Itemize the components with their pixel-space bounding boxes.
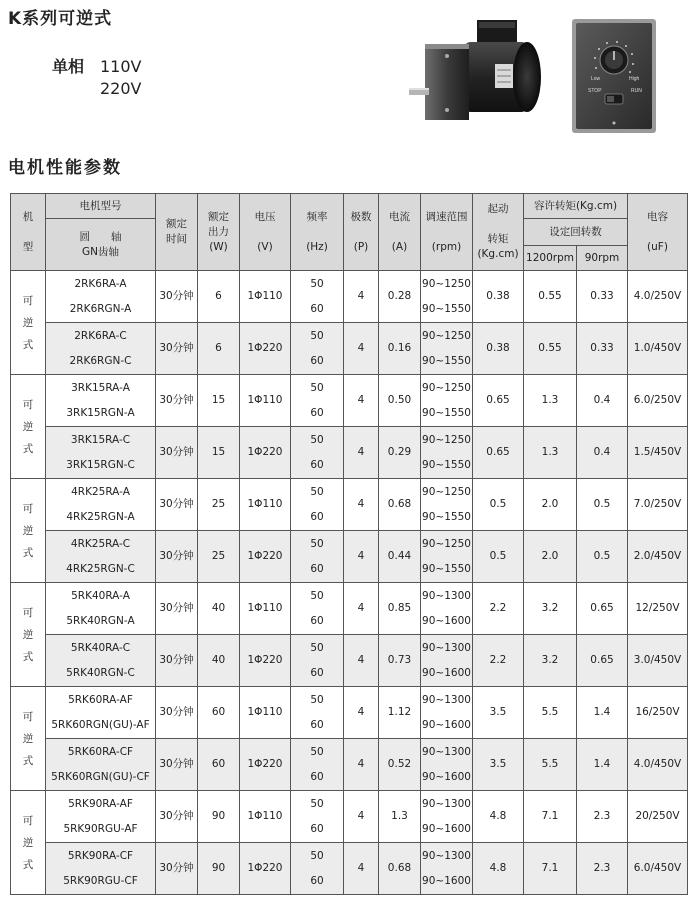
speed-range-cell: 90~1250 90~1550: [421, 271, 473, 323]
torque-90rpm-cell: 0.33: [577, 323, 628, 375]
current-cell: 0.44: [379, 531, 421, 583]
phase-label: 单相: [52, 57, 85, 76]
model-cell: 5RK90RA-CF 5RK90RGU-CF: [46, 843, 156, 895]
model-cell: 3RK15RA-C 3RK15RGN-C: [46, 427, 156, 479]
motor-image: [407, 16, 543, 134]
speed-range-cell: 90~1250 90~1550: [421, 531, 473, 583]
torque-90rpm-cell: 0.65: [577, 635, 628, 687]
type-cell: 可 逆 式: [11, 271, 46, 375]
voltage-cell: 1Φ220: [240, 323, 291, 375]
starting-torque-cell: 2.2: [473, 583, 524, 635]
ctrl-low-label: Low: [591, 76, 601, 82]
ctrl-stop-label: STOP: [588, 88, 602, 94]
rated-time-cell: 30分钟: [156, 739, 198, 791]
header-speed-range: 调速范围 (rpm): [421, 194, 473, 271]
header-90rpm: 90rpm: [577, 246, 628, 271]
voltage-cell: 1Φ110: [240, 479, 291, 531]
header-capacitor: 电容 (uF): [628, 194, 688, 271]
starting-torque-cell: 0.38: [473, 323, 524, 375]
rated-time-cell: 30分钟: [156, 635, 198, 687]
header-rated-time: 额定 时间: [156, 194, 198, 271]
header-poles: 极数 (P): [344, 194, 379, 271]
current-cell: 1.3: [379, 791, 421, 843]
torque-1200rpm-cell: 0.55: [524, 323, 577, 375]
current-cell: 0.16: [379, 323, 421, 375]
rated-time-cell: 30分钟: [156, 791, 198, 843]
speed-controller-image: [571, 18, 657, 134]
page-title: K系列可逆式: [8, 9, 113, 29]
torque-1200rpm-cell: 7.1: [524, 791, 577, 843]
starting-torque-cell: 2.2: [473, 635, 524, 687]
torque-1200rpm-cell: 1.3: [524, 427, 577, 479]
starting-torque-cell: 0.65: [473, 375, 524, 427]
model-cell: 2RK6RA-A 2RK6RGN-A: [46, 271, 156, 323]
rated-output-cell: 90: [198, 843, 240, 895]
frequency-cell: 50 60: [291, 375, 344, 427]
frequency-cell: 50 60: [291, 271, 344, 323]
torque-1200rpm-cell: 2.0: [524, 479, 577, 531]
model-cell: 5RK60RA-CF 5RK60RGN(GU)-CF: [46, 739, 156, 791]
poles-cell: 4: [344, 531, 379, 583]
rated-output-cell: 40: [198, 583, 240, 635]
frequency-cell: 50 60: [291, 635, 344, 687]
capacitor-cell: 2.0/450V: [628, 531, 688, 583]
voltage-cell: 1Φ110: [240, 791, 291, 843]
torque-90rpm-cell: 2.3: [577, 843, 628, 895]
ctrl-run-label: RUN: [631, 88, 642, 94]
phase-voltage-block: [52, 56, 141, 100]
poles-cell: 4: [344, 687, 379, 739]
ctrl-high-label: High: [629, 76, 640, 82]
current-cell: 0.68: [379, 843, 421, 895]
starting-torque-cell: 3.5: [473, 739, 524, 791]
model-cell: 5RK90RA-AF 5RK90RGU-AF: [46, 791, 156, 843]
rated-time-cell: 30分钟: [156, 843, 198, 895]
rated-output-cell: 6: [198, 323, 240, 375]
rated-output-cell: 15: [198, 427, 240, 479]
voltage-cell: 1Φ220: [240, 427, 291, 479]
type-cell: 可 逆 式: [11, 583, 46, 687]
type-cell: 可 逆 式: [11, 479, 46, 583]
rated-time-cell: 30分钟: [156, 531, 198, 583]
capacitor-cell: 4.0/250V: [628, 271, 688, 323]
header-type: 机 型: [11, 194, 46, 271]
starting-torque-cell: 0.5: [473, 479, 524, 531]
speed-range-cell: 90~1300 90~1600: [421, 583, 473, 635]
poles-cell: 4: [344, 375, 379, 427]
table-row: [11, 791, 688, 843]
header-set-speed: 设定回转数: [524, 219, 628, 246]
table-row: [11, 375, 688, 427]
frequency-cell: 50 60: [291, 739, 344, 791]
torque-90rpm-cell: 0.4: [577, 427, 628, 479]
torque-1200rpm-cell: 3.2: [524, 583, 577, 635]
table-row: [11, 479, 688, 531]
header-allowable-torque: 容许转矩(Kg.cm): [524, 194, 628, 219]
capacitor-cell: 20/250V: [628, 791, 688, 843]
current-cell: 0.68: [379, 479, 421, 531]
rated-time-cell: 30分钟: [156, 271, 198, 323]
voltage-cell: 1Φ110: [240, 271, 291, 323]
voltage-cell: 1Φ220: [240, 635, 291, 687]
torque-1200rpm-cell: 5.5: [524, 739, 577, 791]
table-row: [11, 583, 688, 635]
frequency-cell: 50 60: [291, 427, 344, 479]
torque-1200rpm-cell: 7.1: [524, 843, 577, 895]
model-cell: 2RK6RA-C 2RK6RGN-C: [46, 323, 156, 375]
frequency-cell: 50 60: [291, 323, 344, 375]
model-cell: 4RK25RA-A 4RK25RGN-A: [46, 479, 156, 531]
voltage-110: 110V: [100, 57, 142, 76]
voltage-cell: 1Φ110: [240, 583, 291, 635]
rated-output-cell: 90: [198, 791, 240, 843]
frequency-cell: 50 60: [291, 531, 344, 583]
rated-time-cell: 30分钟: [156, 479, 198, 531]
torque-1200rpm-cell: 5.5: [524, 687, 577, 739]
rated-time-cell: 30分钟: [156, 427, 198, 479]
speed-range-cell: 90~1250 90~1550: [421, 427, 473, 479]
speed-range-cell: 90~1300 90~1600: [421, 791, 473, 843]
table-row: [11, 739, 688, 791]
torque-1200rpm-cell: 1.3: [524, 375, 577, 427]
starting-torque-cell: 4.8: [473, 791, 524, 843]
table-row: [11, 531, 688, 583]
torque-90rpm-cell: 0.5: [577, 531, 628, 583]
table-row: [11, 323, 688, 375]
type-cell: 可 逆 式: [11, 791, 46, 895]
voltage-cell: 1Φ110: [240, 687, 291, 739]
capacitor-cell: 12/250V: [628, 583, 688, 635]
current-cell: 0.52: [379, 739, 421, 791]
rated-output-cell: 25: [198, 531, 240, 583]
capacitor-cell: 1.5/450V: [628, 427, 688, 479]
model-cell: 4RK25RA-C 4RK25RGN-C: [46, 531, 156, 583]
type-cell: 可 逆 式: [11, 687, 46, 791]
poles-cell: 4: [344, 791, 379, 843]
rated-time-cell: 30分钟: [156, 323, 198, 375]
torque-90rpm-cell: 0.65: [577, 583, 628, 635]
poles-cell: 4: [344, 583, 379, 635]
poles-cell: 4: [344, 635, 379, 687]
current-cell: 1.12: [379, 687, 421, 739]
rated-time-cell: 30分钟: [156, 375, 198, 427]
capacitor-cell: 7.0/250V: [628, 479, 688, 531]
rated-time-cell: 30分钟: [156, 687, 198, 739]
speed-range-cell: 90~1250 90~1550: [421, 375, 473, 427]
rated-output-cell: 60: [198, 687, 240, 739]
current-cell: 0.50: [379, 375, 421, 427]
starting-torque-cell: 4.8: [473, 843, 524, 895]
torque-1200rpm-cell: 2.0: [524, 531, 577, 583]
torque-90rpm-cell: 2.3: [577, 791, 628, 843]
rated-output-cell: 15: [198, 375, 240, 427]
rated-output-cell: 25: [198, 479, 240, 531]
poles-cell: 4: [344, 271, 379, 323]
capacitor-cell: 3.0/450V: [628, 635, 688, 687]
model-cell: 5RK40RA-A 5RK40RGN-A: [46, 583, 156, 635]
rated-output-cell: 40: [198, 635, 240, 687]
table-row: [11, 635, 688, 687]
torque-90rpm-cell: 0.33: [577, 271, 628, 323]
torque-1200rpm-cell: 0.55: [524, 271, 577, 323]
starting-torque-cell: 0.65: [473, 427, 524, 479]
frequency-cell: 50 60: [291, 791, 344, 843]
rated-time-cell: 30分钟: [156, 583, 198, 635]
table-row: [11, 687, 688, 739]
capacitor-cell: 6.0/450V: [628, 843, 688, 895]
frequency-cell: 50 60: [291, 843, 344, 895]
header-1200rpm: 1200rpm: [524, 246, 577, 271]
header-current: 电流 (A): [379, 194, 421, 271]
table-row: [11, 843, 688, 895]
starting-torque-cell: 0.5: [473, 531, 524, 583]
header-starting-torque: 起动 转矩 (Kg.cm): [473, 194, 524, 271]
model-cell: 3RK15RA-A 3RK15RGN-A: [46, 375, 156, 427]
voltage-cell: 1Φ220: [240, 843, 291, 895]
speed-range-cell: 90~1300 90~1600: [421, 687, 473, 739]
current-cell: 0.28: [379, 271, 421, 323]
speed-range-cell: 90~1250 90~1550: [421, 479, 473, 531]
type-cell: 可 逆 式: [11, 375, 46, 479]
voltage-cell: 1Φ220: [240, 739, 291, 791]
header-voltage: 电压 (V): [240, 194, 291, 271]
header-rated-output: 额定 出力 (W): [198, 194, 240, 271]
starting-torque-cell: 3.5: [473, 687, 524, 739]
frequency-cell: 50 60: [291, 687, 344, 739]
speed-range-cell: 90~1300 90~1600: [421, 635, 473, 687]
current-cell: 0.29: [379, 427, 421, 479]
table-row: [11, 427, 688, 479]
frequency-cell: 50 60: [291, 583, 344, 635]
table-row: [11, 271, 688, 323]
header-frequency: 频率 (Hz): [291, 194, 344, 271]
poles-cell: 4: [344, 323, 379, 375]
torque-90rpm-cell: 1.4: [577, 739, 628, 791]
poles-cell: 4: [344, 479, 379, 531]
header-model: 电机型号: [46, 194, 156, 219]
torque-1200rpm-cell: 3.2: [524, 635, 577, 687]
speed-range-cell: 90~1300 90~1600: [421, 843, 473, 895]
speed-range-cell: 90~1300 90~1600: [421, 739, 473, 791]
speed-range-cell: 90~1250 90~1550: [421, 323, 473, 375]
voltage-220: 220V: [100, 79, 142, 98]
starting-torque-cell: 0.38: [473, 271, 524, 323]
model-cell: 5RK60RA-AF 5RK60RGN(GU)-AF: [46, 687, 156, 739]
voltage-cell: 1Φ110: [240, 375, 291, 427]
frequency-cell: 50 60: [291, 479, 344, 531]
model-cell: 5RK40RA-C 5RK40RGN-C: [46, 635, 156, 687]
spec-table: [10, 193, 688, 895]
torque-90rpm-cell: 0.5: [577, 479, 628, 531]
torque-90rpm-cell: 0.4: [577, 375, 628, 427]
header-shaft: 圆 轴 GN齿轴: [46, 219, 156, 271]
rated-output-cell: 6: [198, 271, 240, 323]
current-cell: 0.85: [379, 583, 421, 635]
rated-output-cell: 60: [198, 739, 240, 791]
current-cell: 0.73: [379, 635, 421, 687]
capacitor-cell: 1.0/450V: [628, 323, 688, 375]
torque-90rpm-cell: 1.4: [577, 687, 628, 739]
poles-cell: 4: [344, 739, 379, 791]
voltage-cell: 1Φ220: [240, 531, 291, 583]
capacitor-cell: 4.0/450V: [628, 739, 688, 791]
poles-cell: 4: [344, 843, 379, 895]
capacitor-cell: 16/250V: [628, 687, 688, 739]
section-title: 电机性能参数: [8, 158, 122, 178]
capacitor-cell: 6.0/250V: [628, 375, 688, 427]
poles-cell: 4: [344, 427, 379, 479]
